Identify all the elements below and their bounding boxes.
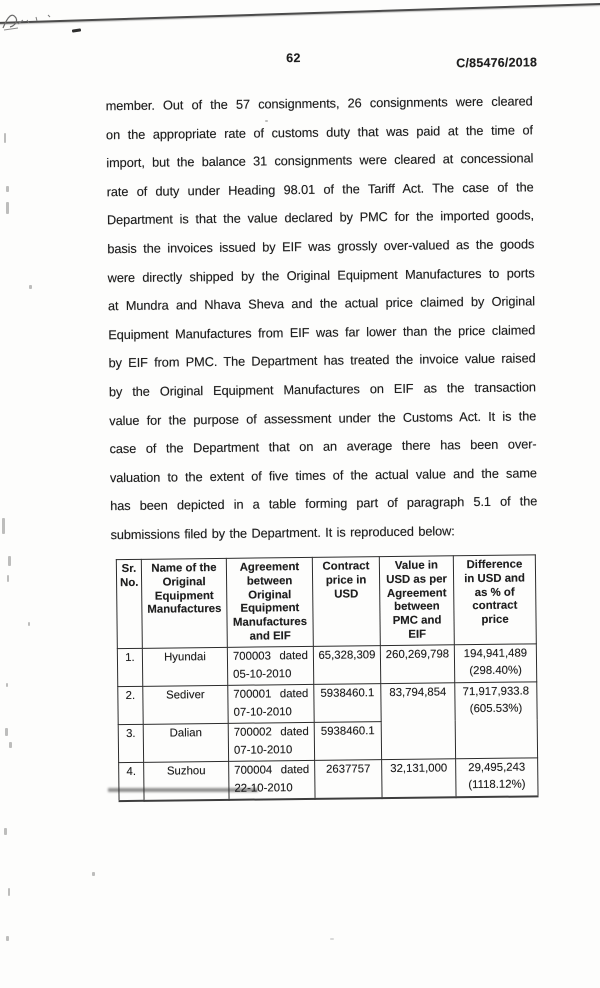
agreement-number: 700004: [234, 764, 273, 777]
cell-contract-price: 5938460.1: [314, 683, 381, 722]
difference-percent: (605.53%): [469, 702, 523, 715]
table-row: [117, 644, 536, 687]
header-contract-price: Contract price in USD: [312, 557, 380, 647]
agreement-line: [233, 649, 308, 665]
scan-speck: [6, 936, 9, 941]
paragraph-line: were directly shipped by the Original Equipment Manufactures to ports: [107, 264, 535, 285]
body-paragraph: [106, 87, 538, 549]
cell-contract-price: 5938460.1: [314, 721, 381, 760]
scan-speck: [9, 742, 12, 748]
cell-sr: 2.: [118, 686, 143, 724]
valuation-comparison-table: [116, 554, 539, 802]
table-row: [118, 682, 537, 725]
cell-sr: 3.: [118, 724, 143, 762]
header-sr-no: Sr. No.: [116, 559, 142, 648]
cell-contract-price: 65,328,309: [313, 645, 380, 684]
cell-difference: [455, 682, 538, 759]
agreement-dated-label: dated: [280, 763, 310, 777]
agreement-date: 07-10-2010: [233, 743, 293, 757]
cell-agreement: [228, 722, 314, 761]
scan-edge-line: [0, 3, 600, 24]
header-agreement: Agreement between Original Equipment Manufactures and EIF: [226, 557, 313, 647]
cell-value-usd: 260,269,798: [380, 645, 454, 684]
cell-oem-name: Suzhou: [144, 761, 229, 801]
difference-amount: 29,495,243: [468, 761, 526, 774]
cell-contract-price: 2637757: [315, 759, 382, 799]
page-number: 62: [286, 50, 301, 66]
agreement-number: 700002: [233, 726, 272, 739]
paragraph-line: submissions filed by the Department. It is reproduced below:: [110, 523, 455, 543]
scan-scribble: [0, 2, 72, 36]
scan-dash-mark: [72, 28, 81, 32]
cell-value-usd: 83,794,854: [381, 683, 456, 760]
scan-speck: [6, 186, 9, 192]
agreement-line: [234, 763, 309, 779]
difference-percent: (298.40%): [469, 664, 522, 677]
paragraph-line: value for the purpose of assessment under the Customs Act. It is the: [109, 407, 537, 428]
difference-percent: (1118.12%): [468, 778, 526, 791]
paragraph-line: case of the Department that on an average there has been over-: [109, 436, 537, 457]
scan-speck: [6, 683, 8, 687]
cell-agreement: [228, 684, 314, 723]
cell-agreement: [227, 646, 313, 685]
paragraph-line: has been depicted in a table forming part of paragraph 5.1 of the: [110, 493, 538, 514]
paragraph-line: Equipment Manufactures from EIF was far lower than the price claimed: [108, 322, 536, 342]
agreement-dated-label: dated: [279, 687, 309, 701]
cell-sr: 1.: [117, 648, 142, 686]
scan-speck: [92, 872, 95, 876]
agreement-number: 700003: [232, 650, 272, 663]
scan-speck: [4, 133, 6, 143]
paragraph-line: on the appropriate rate of customs duty that was paid at the time of: [105, 121, 534, 142]
scan-speck: [8, 888, 10, 896]
paragraph-line: import, but the balance 31 consignments were cleared at concessional: [106, 150, 534, 171]
agreement-line: [234, 725, 309, 741]
cell-difference: [456, 758, 538, 798]
agreement-line: [233, 687, 308, 703]
case-number: C/85476/2018: [456, 55, 538, 71]
paragraph-line: rate of duty under Heading 98.01 of the Tariff Act. The case of the: [106, 179, 534, 199]
paragraph-line: basis the invoices issued by EIF was grossly over-valued as the goods: [107, 236, 535, 257]
agreement-dated-label: dated: [280, 725, 309, 739]
header-oem-name: Name of the Original Equipment Manufactures: [141, 558, 227, 648]
agreement-dated-label: dated: [279, 649, 308, 663]
table-header-row: [116, 555, 536, 649]
paragraph-line: at Mundra and Nhava Sheva and the actual price claimed by Original: [107, 293, 536, 314]
difference-amount: 71,917,933.8: [462, 685, 530, 698]
scan-speck: [28, 622, 30, 626]
paragraph-line: valuation to the extent of five times of the actual value and the same: [109, 465, 537, 485]
scan-speck: [7, 575, 9, 582]
difference-amount: 194,941,489: [463, 647, 528, 660]
cell-value-usd: 32,131,000: [382, 759, 456, 799]
page-content: [105, 42, 546, 987]
scan-speck: [8, 556, 11, 566]
cell-difference: [454, 644, 536, 683]
scan-speck: [6, 202, 9, 214]
cell-sr: 4.: [119, 762, 144, 801]
agreement-date: 05-10-2010: [233, 667, 292, 681]
agreement-date: 22-10-2010: [234, 781, 293, 795]
paragraph-line: by EIF from PMC. The Department has treated the invoice value raised: [108, 350, 536, 371]
cell-oem-name: Hyundai: [142, 647, 227, 686]
cell-oem-name: Dalian: [143, 723, 228, 762]
header-value-usd: Value in USD as per Agreement between PMC and EIF: [379, 556, 454, 646]
cell-oem-name: Sediver: [143, 685, 228, 724]
agreement-date: 07-10-2010: [233, 705, 292, 719]
scan-speck: [29, 285, 32, 289]
agreement-number: 700001: [233, 688, 272, 701]
paragraph-line: member. Out of the 57 consignments, 26 consignments were cleared: [105, 93, 533, 114]
scan-speck: [4, 828, 7, 835]
paragraph-line: by the Original Equipment Manufactures on EIF as the transaction: [108, 379, 536, 400]
paragraph-line: Department is that the value declared by PMC for the imported goods,: [106, 207, 535, 228]
scan-speck: [2, 518, 5, 534]
cell-agreement: [229, 760, 315, 800]
header-difference: Difference in USD and as % of contract price: [453, 555, 536, 645]
scan-speck: [5, 728, 8, 736]
table-row: [119, 758, 538, 802]
